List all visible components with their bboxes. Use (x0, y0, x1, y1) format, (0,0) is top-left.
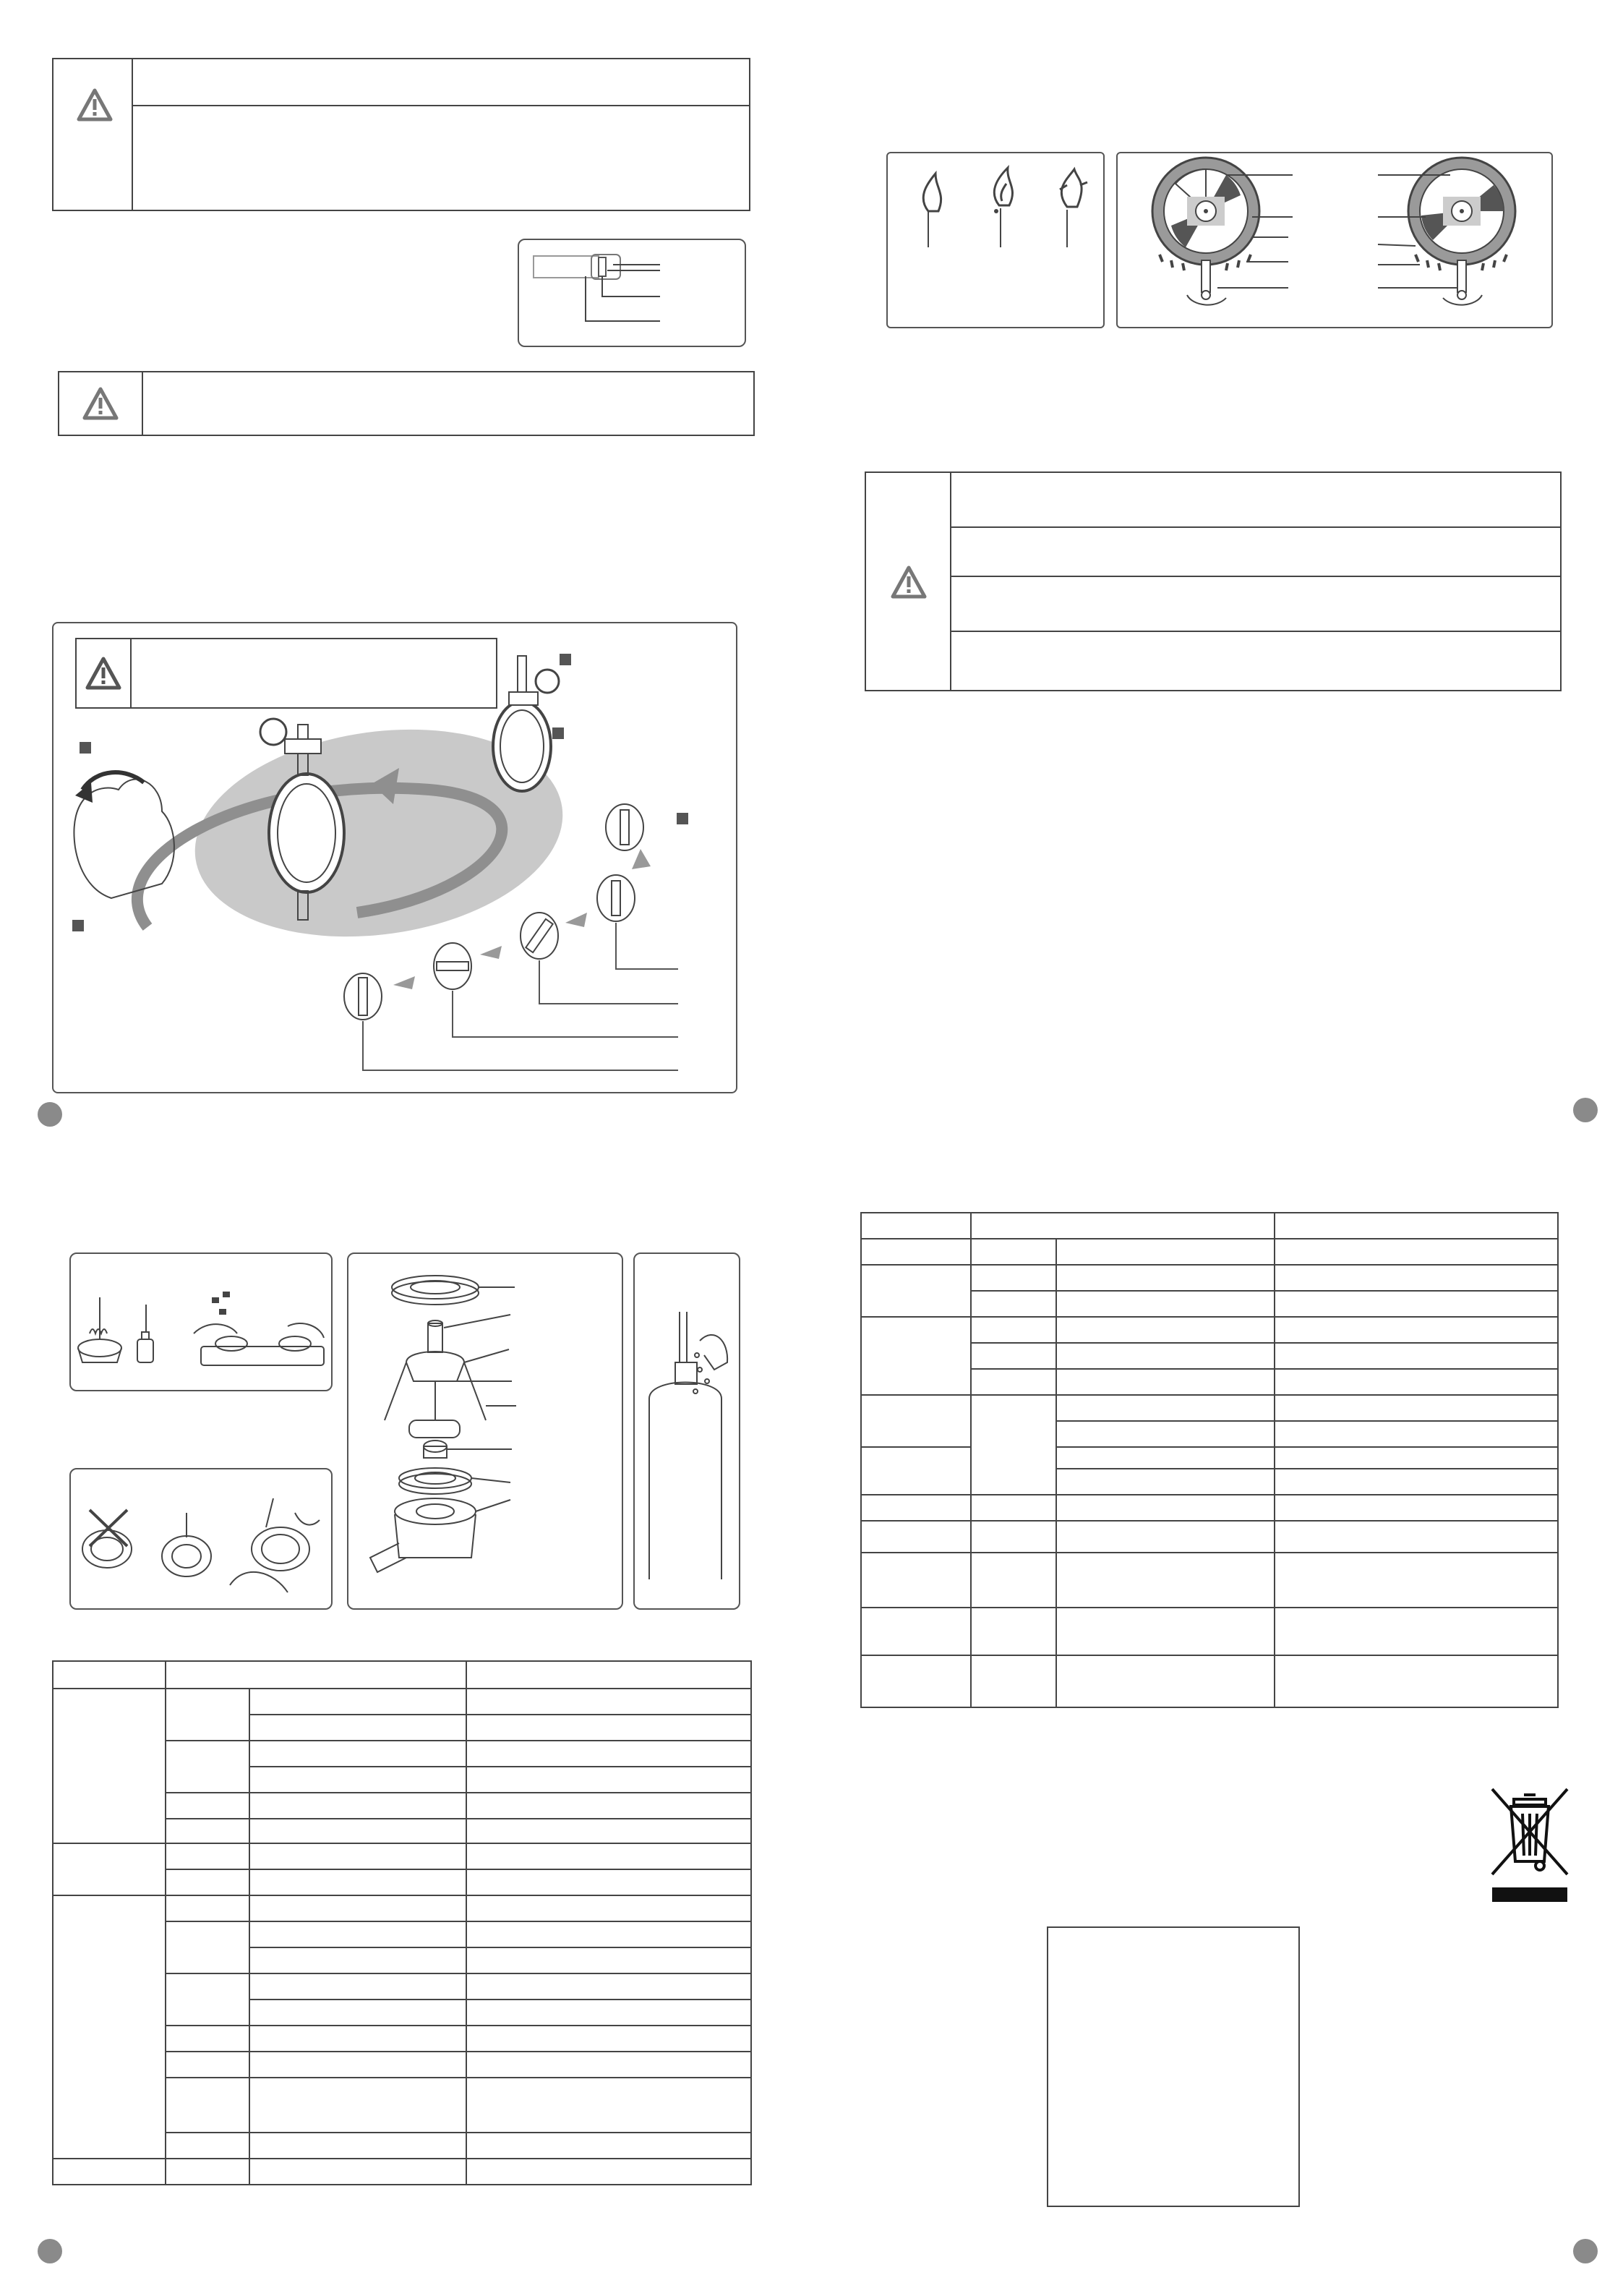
burner-cleaning-illustration (71, 1254, 334, 1393)
page-dot (1573, 1098, 1598, 1122)
cleaning-burner-figure (69, 1252, 333, 1391)
burner-cap-cleaning-illustration (71, 1469, 334, 1611)
burner-exploded-view (348, 1254, 625, 1611)
table-row (53, 2159, 751, 2185)
air-shutter-figure (1116, 152, 1553, 328)
gas-connection-diagram (518, 239, 746, 347)
warning-box-1 (52, 58, 750, 211)
page-dot (38, 1102, 62, 1127)
leak-test-figure (633, 1252, 740, 1610)
warning-triangle-icon (77, 88, 113, 121)
crossed-out-wheelie-bin-icon (1488, 1785, 1572, 1905)
table-row (53, 1895, 751, 1921)
table-row (861, 1395, 1558, 1421)
table-row (861, 1265, 1558, 1291)
table-row (861, 1447, 1558, 1469)
ignition-operation-figure (52, 622, 737, 1093)
table-row (861, 1608, 1558, 1655)
table-row (53, 1843, 751, 1869)
warning-box-right (865, 471, 1562, 691)
warning-divider (950, 576, 1560, 577)
table-header-row (861, 1213, 1558, 1239)
hose-connector-illustration (526, 249, 743, 343)
warning-triangle-icon (891, 566, 927, 599)
table-row (861, 1521, 1558, 1553)
warning-divider (950, 526, 1560, 528)
troubleshooting-table-right (860, 1212, 1559, 1708)
gas-cylinder-leak-test-illustration (635, 1254, 742, 1611)
air-shutter-adjustment-illustration (1118, 153, 1554, 330)
page-dot (1573, 2239, 1598, 2263)
warning-triangle-icon (82, 387, 119, 420)
flame-icons (888, 153, 1106, 330)
table-row (861, 1553, 1558, 1608)
warning-divider (950, 631, 1560, 632)
warning-icon-column (53, 59, 133, 210)
blank-notes-box (1047, 1926, 1300, 2207)
table-row (861, 1239, 1558, 1265)
warning-box-2 (58, 371, 755, 436)
troubleshooting-table-left (52, 1660, 752, 2185)
warning-divider (132, 105, 749, 106)
cleaning-cap-figure (69, 1468, 333, 1610)
table-row (53, 1689, 751, 1715)
page-dot (38, 2239, 62, 2263)
knob-push-turn-illustration (53, 623, 739, 1095)
flame-types-figure (886, 152, 1105, 328)
burner-parts-figure (347, 1252, 623, 1610)
table-row (861, 1655, 1558, 1707)
table-header-row (53, 1661, 751, 1689)
table-row (861, 1317, 1558, 1343)
table-row (861, 1495, 1558, 1521)
